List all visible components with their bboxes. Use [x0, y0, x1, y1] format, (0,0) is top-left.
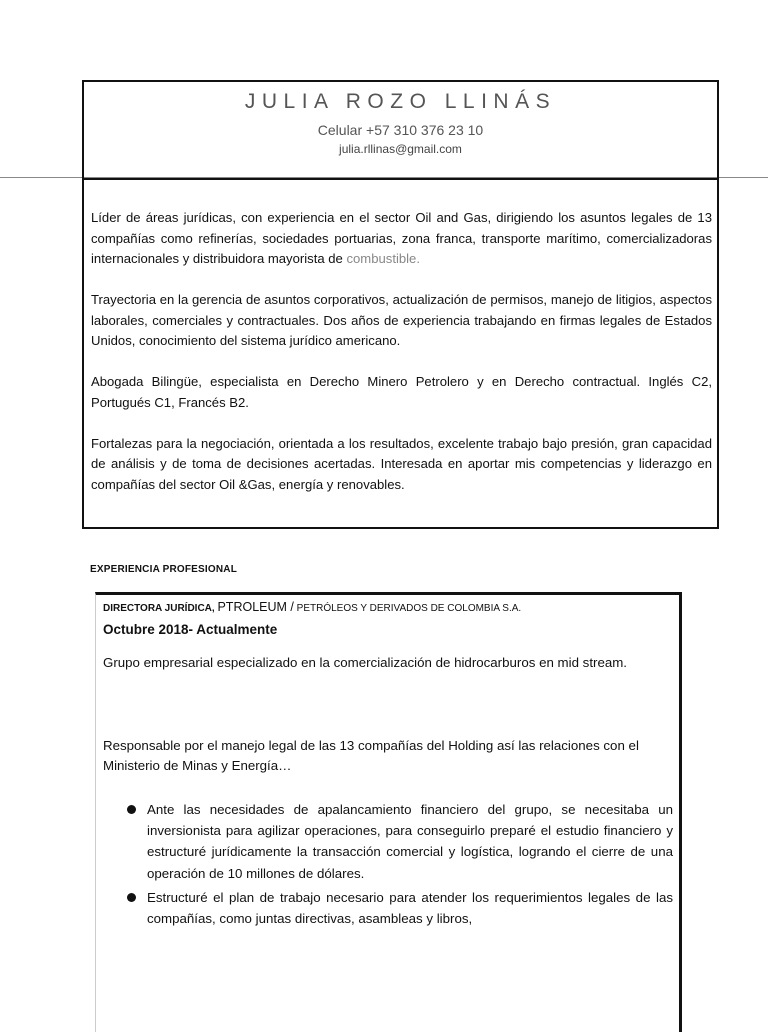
company-description: Grupo empresarial especializado en la comercialización de hidrocarburos en mid stream.: [103, 655, 627, 670]
section-title-experience: EXPERIENCIA PROFESIONAL: [90, 564, 238, 575]
email-address: julia.rllinas@gmail.com: [339, 142, 462, 156]
responsibility-text: Responsable por el manejo legal de las 13 compañías del Holding así las relaciones con el Ministerio de Minas y Energía…: [103, 738, 639, 773]
candidate-name: JULIA ROZO LLINÁS: [244, 90, 557, 113]
summary-paragraph: Abogada Bilingüe, especialista en Derecho Minero Petrolero y en Derecho contractual. Inglés C2, Portugués C1, Francés B2.: [91, 374, 712, 410]
header-divider: [84, 178, 717, 180]
summary-paragraph: [91, 208, 712, 270]
list-item: [147, 887, 673, 929]
phone-number: Celular +57 310 376 23 10: [317, 122, 484, 138]
employment-dates: Octubre 2018- Actualmente: [103, 622, 278, 637]
contact-header: [84, 82, 717, 178]
profile-box: [82, 80, 719, 529]
summary-paragraph: Fortalezas para la negociación, orientada a los resultados, excelente trabajo bajo presión, gran capacidad de análisis y de toma de decisiones acertadas. Interesada en aportar mis competencias y liderazgo en compañías del sector Oil &Gas, energía y renovables.: [91, 435, 712, 492]
role-line: [103, 600, 521, 614]
summary-text: Líder de áreas jurídicas, con experiencia en el sector Oil and Gas, dirigiendo los asuntos legales de 13 compañías como refinerías, sociedades portuarias, zona franca, transporte marítimo, comercializadoras internacionales y distribuidora mayorista de: [91, 210, 712, 266]
bullet-icon: [127, 805, 136, 814]
experience-entry: [95, 592, 682, 1032]
achievement-list: [147, 799, 673, 932]
bullet-icon: [127, 893, 136, 902]
achievement-text: Estructuré el plan de trabajo necesario para atender los requerimientos legales de las compañías, como juntas directivas, asambleas y libros,: [147, 889, 673, 927]
summary-paragraph: Trayectoria en la gerencia de asuntos corporativos, actualización de permisos, manejo de litigios, aspectos laborales, comerciales y contractuales. Dos años de experiencia trabajando en firmas legales de Estados Unidos, conocimiento del sistema jurídico americano.: [91, 292, 712, 348]
company-name: PTROLEUM /: [217, 600, 294, 614]
role-title: DIRECTORA JURÍDICA,: [103, 603, 215, 614]
list-item: [147, 799, 673, 884]
achievement-text: Ante las necesidades de apalancamiento financiero del grupo, se necesitaba un inversionista para agilizar operaciones, para conseguirlo preparé el estudio financiero y estructuré jurídicamente la transacción comercial y logística, logrando el cierre de una operación de 10 millones de dólares.: [147, 802, 673, 881]
summary-highlight: combustible.: [346, 251, 420, 266]
company-full-name: PETRÓLEOS Y DERIVADOS DE COLOMBIA S.A.: [296, 603, 522, 614]
professional-summary: [91, 208, 712, 495]
